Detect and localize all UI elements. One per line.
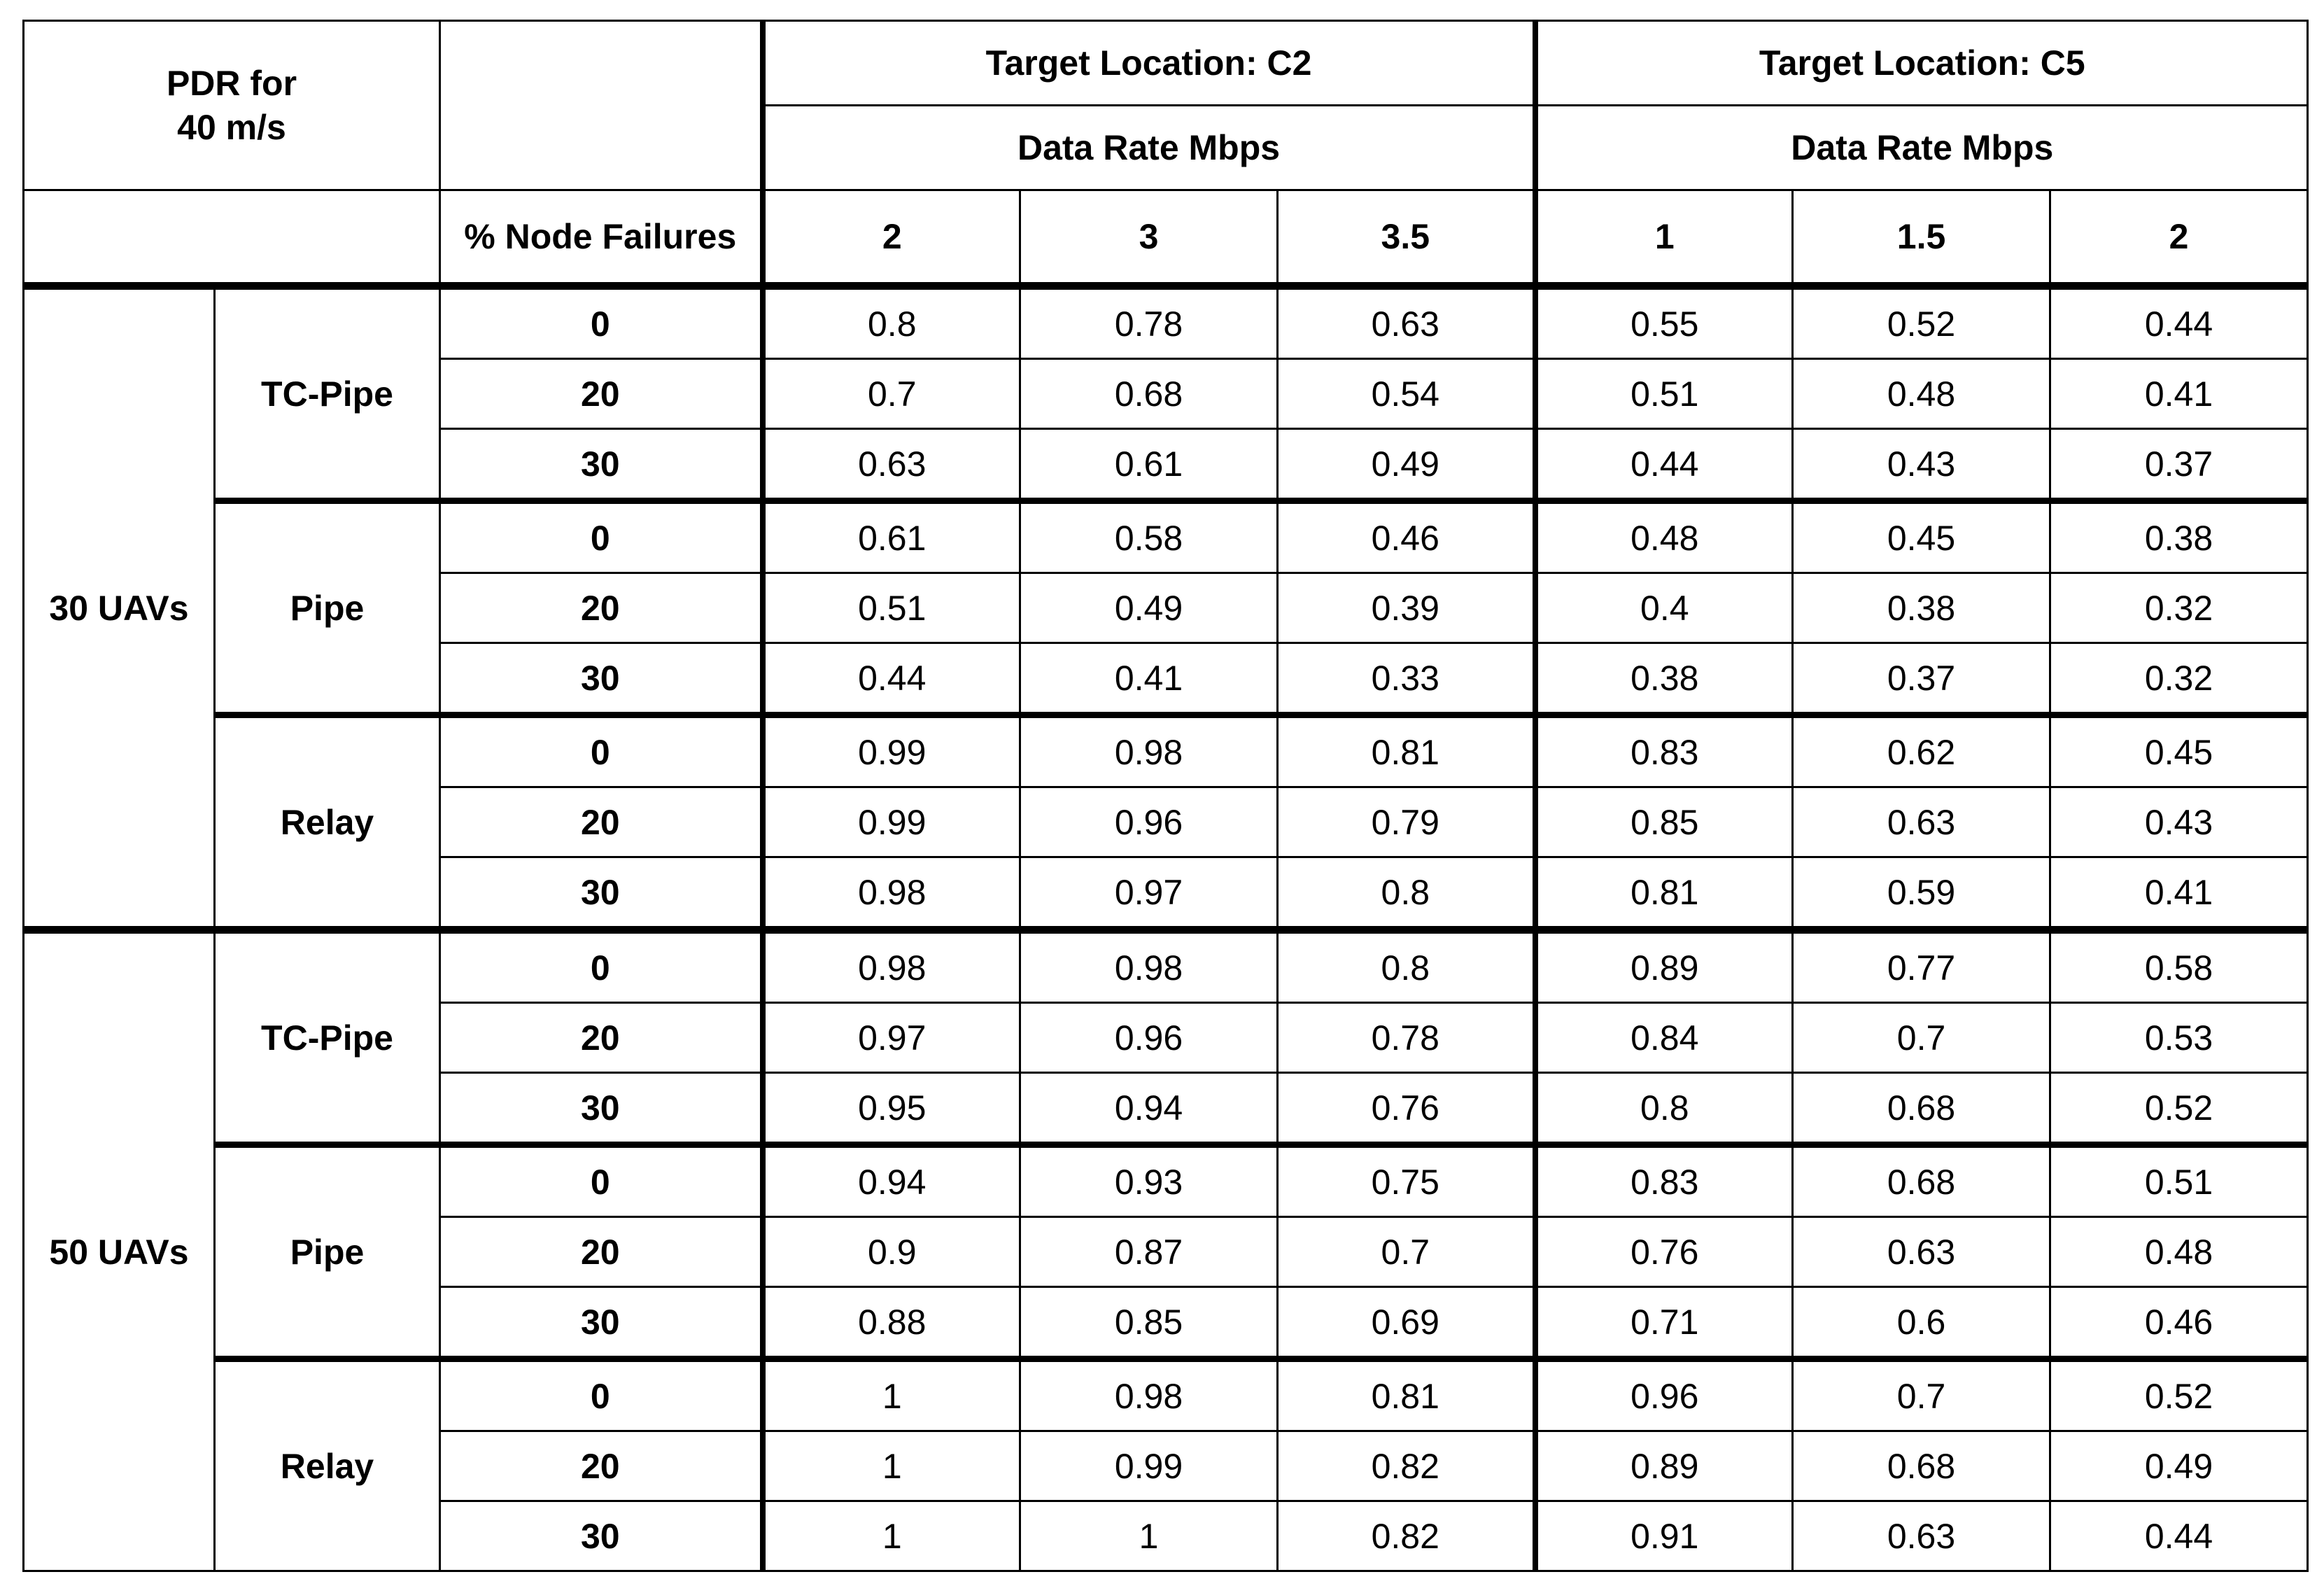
node-failures-cell: 0 xyxy=(440,501,763,573)
corner-label: PDR for 40 m/s xyxy=(166,64,297,147)
table-row xyxy=(24,286,2308,359)
uav-group-label: 30 UAVs xyxy=(24,286,215,930)
rate-header-c2: 2 xyxy=(763,190,1020,286)
pdr-value-cell: 0.98 xyxy=(1020,930,1278,1003)
node-failures-cell: 30 xyxy=(440,643,763,715)
node-failures-cell: 20 xyxy=(440,787,763,857)
pdr-value-cell: 0.6 xyxy=(1793,1287,2050,1359)
pdr-value-cell: 0.38 xyxy=(1535,643,1793,715)
pdr-value-cell: 0.99 xyxy=(763,715,1020,787)
pdr-value-cell: 0.85 xyxy=(1535,787,1793,857)
protocol-label: TC-Pipe xyxy=(215,930,440,1145)
pdr-value-cell: 0.98 xyxy=(1020,1359,1278,1431)
pdr-value-cell: 0.68 xyxy=(1020,359,1278,429)
pdr-value-cell: 1 xyxy=(763,1359,1020,1431)
pdr-value-cell: 0.53 xyxy=(2050,1003,2308,1073)
pdr-value-cell: 0.48 xyxy=(1793,359,2050,429)
pdr-value-cell: 0.75 xyxy=(1278,1145,1535,1217)
rate-header-c5: 2 xyxy=(2050,190,2308,286)
pdr-value-cell: 0.81 xyxy=(1278,715,1535,787)
node-failures-cell: 0 xyxy=(440,286,763,359)
pdr-value-cell: 0.7 xyxy=(1793,1359,2050,1431)
node-failures-cell: 20 xyxy=(440,573,763,643)
node-failures-header: % Node Failures xyxy=(440,190,763,286)
pdr-value-cell: 1 xyxy=(1020,1501,1278,1571)
pdr-value-cell: 0.68 xyxy=(1793,1145,2050,1217)
pdr-value-cell: 0.59 xyxy=(1793,857,2050,930)
protocol-label: Relay xyxy=(215,715,440,930)
protocol-label: Relay xyxy=(215,1359,440,1571)
table-body xyxy=(24,21,2308,1571)
pdr-value-cell: 0.51 xyxy=(1535,359,1793,429)
pdr-value-cell: 1 xyxy=(763,1431,1020,1501)
pdr-value-cell: 0.32 xyxy=(2050,573,2308,643)
node-failures-cell: 30 xyxy=(440,1073,763,1145)
corner-header-cell-lower xyxy=(24,190,440,286)
rate-header-c2: 3 xyxy=(1020,190,1278,286)
pdr-value-cell: 0.77 xyxy=(1793,930,2050,1003)
table-row xyxy=(24,1145,2308,1217)
pdr-value-cell: 0.63 xyxy=(763,429,1020,501)
pdr-value-cell: 0.55 xyxy=(1535,286,1793,359)
pdr-value-cell: 0.87 xyxy=(1020,1217,1278,1287)
protocol-label: TC-Pipe xyxy=(215,286,440,501)
target-location-c5-header: Target Location: C5 xyxy=(1535,21,2308,106)
pdr-value-cell: 0.44 xyxy=(763,643,1020,715)
pdr-value-cell: 0.7 xyxy=(1793,1003,2050,1073)
rate-header-c5: 1 xyxy=(1535,190,1793,286)
pdr-value-cell: 0.82 xyxy=(1278,1431,1535,1501)
pdr-value-cell: 0.41 xyxy=(1020,643,1278,715)
pdr-value-cell: 0.44 xyxy=(2050,1501,2308,1571)
node-failures-cell: 0 xyxy=(440,1359,763,1431)
node-failures-cell: 30 xyxy=(440,1287,763,1359)
header-row-target-location xyxy=(24,21,2308,106)
pdr-value-cell: 0.9 xyxy=(763,1217,1020,1287)
pdr-value-cell: 0.61 xyxy=(763,501,1020,573)
pdr-value-cell: 0.4 xyxy=(1535,573,1793,643)
pdr-value-cell: 0.52 xyxy=(2050,1073,2308,1145)
pdr-value-cell: 0.68 xyxy=(1793,1073,2050,1145)
pdr-value-cell: 0.94 xyxy=(763,1145,1020,1217)
pdr-value-cell: 0.81 xyxy=(1278,1359,1535,1431)
pdr-value-cell: 0.76 xyxy=(1278,1073,1535,1145)
pdr-value-cell: 0.7 xyxy=(763,359,1020,429)
pdr-value-cell: 0.44 xyxy=(2050,286,2308,359)
pdr-value-cell: 0.43 xyxy=(2050,787,2308,857)
pdr-value-cell: 0.85 xyxy=(1020,1287,1278,1359)
table-row xyxy=(24,1359,2308,1431)
pdr-value-cell: 0.82 xyxy=(1278,1501,1535,1571)
pdr-value-cell: 0.99 xyxy=(1020,1431,1278,1501)
node-failures-cell: 20 xyxy=(440,1431,763,1501)
pdr-value-cell: 0.63 xyxy=(1793,1217,2050,1287)
target-location-c2-header: Target Location: C2 xyxy=(763,21,1535,106)
pdr-value-cell: 0.37 xyxy=(2050,429,2308,501)
pdr-value-cell: 0.81 xyxy=(1535,857,1793,930)
pdr-value-cell: 0.89 xyxy=(1535,1431,1793,1501)
pdr-value-cell: 0.76 xyxy=(1535,1217,1793,1287)
pdr-value-cell: 0.88 xyxy=(763,1287,1020,1359)
node-failures-cell: 30 xyxy=(440,429,763,501)
pdr-value-cell: 0.44 xyxy=(1535,429,1793,501)
table-row xyxy=(24,930,2308,1003)
node-failures-cell: 0 xyxy=(440,930,763,1003)
node-failures-cell: 20 xyxy=(440,359,763,429)
pdr-value-cell: 0.91 xyxy=(1535,1501,1793,1571)
data-rate-c5-header: Data Rate Mbps xyxy=(1535,106,2308,190)
protocol-label: Pipe xyxy=(215,501,440,715)
node-failures-cell: 0 xyxy=(440,715,763,787)
header-row-rates xyxy=(24,190,2308,286)
pdr-value-cell: 0.49 xyxy=(1020,573,1278,643)
pdr-value-cell: 0.48 xyxy=(1535,501,1793,573)
data-rate-c2-header: Data Rate Mbps xyxy=(763,106,1535,190)
pdr-value-cell: 0.96 xyxy=(1535,1359,1793,1431)
pdr-value-cell: 0.98 xyxy=(763,930,1020,1003)
pdr-value-cell: 0.32 xyxy=(2050,643,2308,715)
pdr-value-cell: 0.62 xyxy=(1793,715,2050,787)
pdr-value-cell: 0.8 xyxy=(1278,930,1535,1003)
pdr-value-cell: 0.48 xyxy=(2050,1217,2308,1287)
pdr-value-cell: 0.98 xyxy=(763,857,1020,930)
pdr-value-cell: 0.71 xyxy=(1535,1287,1793,1359)
pdr-value-cell: 0.97 xyxy=(763,1003,1020,1073)
node-failures-cell: 0 xyxy=(440,1145,763,1217)
pdr-results-table xyxy=(22,20,2309,1572)
node-failures-cell: 30 xyxy=(440,1501,763,1571)
pdr-value-cell: 0.46 xyxy=(2050,1287,2308,1359)
pdr-value-cell: 0.38 xyxy=(1793,573,2050,643)
pdr-value-cell: 0.97 xyxy=(1020,857,1278,930)
pdr-value-cell: 0.89 xyxy=(1535,930,1793,1003)
uav-group-label: 50 UAVs xyxy=(24,930,215,1571)
pdr-value-cell: 0.79 xyxy=(1278,787,1535,857)
table-row xyxy=(24,501,2308,573)
corner-header-cell xyxy=(24,21,440,190)
pdr-value-cell: 0.8 xyxy=(1535,1073,1793,1145)
pdr-value-cell: 0.41 xyxy=(2050,359,2308,429)
pdr-value-cell: 0.8 xyxy=(763,286,1020,359)
pdr-value-cell: 0.7 xyxy=(1278,1217,1535,1287)
pdr-value-cell: 0.49 xyxy=(1278,429,1535,501)
pdr-value-cell: 0.94 xyxy=(1020,1073,1278,1145)
rate-header-c5: 1.5 xyxy=(1793,190,2050,286)
pdr-value-cell: 0.38 xyxy=(2050,501,2308,573)
pdr-value-cell: 0.93 xyxy=(1020,1145,1278,1217)
pdr-value-cell: 0.68 xyxy=(1793,1431,2050,1501)
table-row xyxy=(24,715,2308,787)
pdr-value-cell: 0.78 xyxy=(1020,286,1278,359)
pdr-value-cell: 0.83 xyxy=(1535,1145,1793,1217)
pdr-value-cell: 0.33 xyxy=(1278,643,1535,715)
node-failures-cell: 20 xyxy=(440,1003,763,1073)
pdr-value-cell: 0.95 xyxy=(763,1073,1020,1145)
node-failures-cell: 20 xyxy=(440,1217,763,1287)
pdr-value-cell: 0.98 xyxy=(1020,715,1278,787)
node-failures-cell: 30 xyxy=(440,857,763,930)
pdr-value-cell: 0.63 xyxy=(1278,286,1535,359)
pdr-value-cell: 0.51 xyxy=(763,573,1020,643)
protocol-label: Pipe xyxy=(215,1145,440,1359)
pdr-value-cell: 0.46 xyxy=(1278,501,1535,573)
pdr-value-cell: 0.63 xyxy=(1793,787,2050,857)
pdr-value-cell: 0.83 xyxy=(1535,715,1793,787)
pdr-value-cell: 0.96 xyxy=(1020,787,1278,857)
pdr-value-cell: 0.96 xyxy=(1020,1003,1278,1073)
pdr-value-cell: 0.54 xyxy=(1278,359,1535,429)
pdr-value-cell: 0.8 xyxy=(1278,857,1535,930)
pdr-value-cell: 0.63 xyxy=(1793,1501,2050,1571)
pdr-value-cell: 0.51 xyxy=(2050,1145,2308,1217)
pdr-value-cell: 0.39 xyxy=(1278,573,1535,643)
pdr-value-cell: 0.52 xyxy=(2050,1359,2308,1431)
pdr-value-cell: 0.99 xyxy=(763,787,1020,857)
pdr-value-cell: 0.45 xyxy=(1793,501,2050,573)
empty-header-cell xyxy=(440,21,763,190)
pdr-value-cell: 0.84 xyxy=(1535,1003,1793,1073)
pdr-value-cell: 0.49 xyxy=(2050,1431,2308,1501)
pdr-value-cell: 1 xyxy=(763,1501,1020,1571)
rate-header-c2: 3.5 xyxy=(1278,190,1535,286)
pdr-value-cell: 0.61 xyxy=(1020,429,1278,501)
pdr-value-cell: 0.43 xyxy=(1793,429,2050,501)
pdr-value-cell: 0.78 xyxy=(1278,1003,1535,1073)
pdr-value-cell: 0.45 xyxy=(2050,715,2308,787)
pdr-value-cell: 0.41 xyxy=(2050,857,2308,930)
pdr-value-cell: 0.58 xyxy=(1020,501,1278,573)
pdr-value-cell: 0.58 xyxy=(2050,930,2308,1003)
pdr-value-cell: 0.69 xyxy=(1278,1287,1535,1359)
pdr-value-cell: 0.37 xyxy=(1793,643,2050,715)
pdr-value-cell: 0.52 xyxy=(1793,286,2050,359)
